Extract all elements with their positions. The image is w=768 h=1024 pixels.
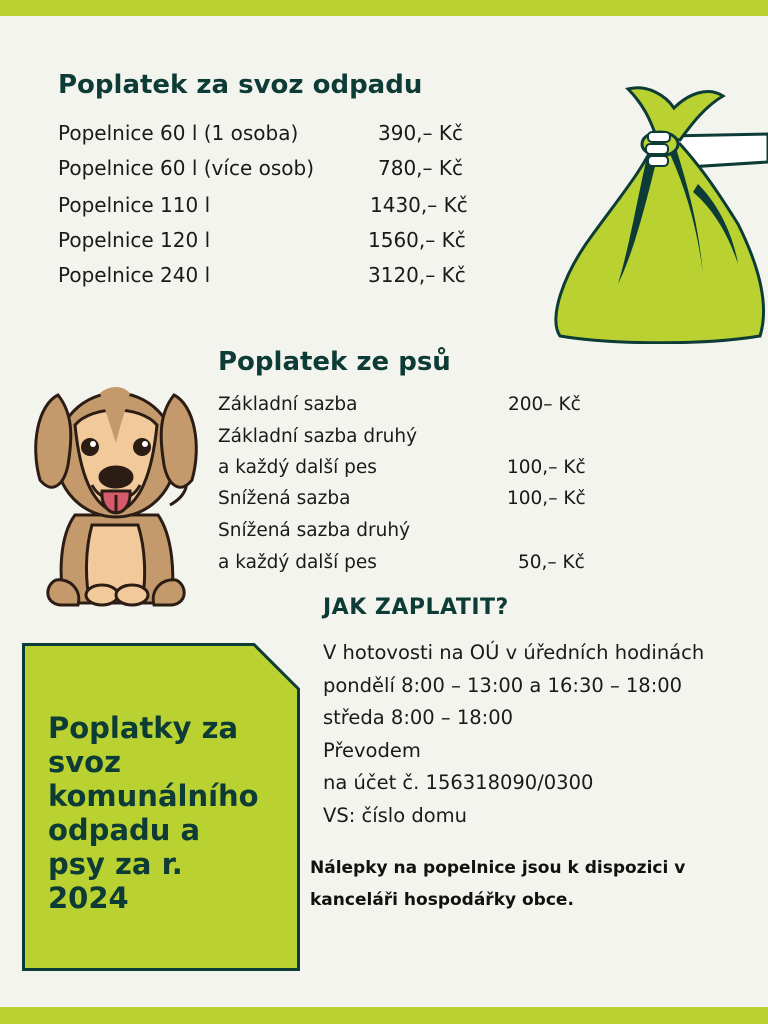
fee-amount: 390,– Kč: [378, 121, 463, 145]
summary-box-line: Poplatky za: [48, 711, 239, 745]
fee-label: Popelnice 240 l: [58, 263, 211, 287]
summary-box-line: 2024: [48, 881, 129, 915]
dog-fee-label: Základní sazba druhý: [218, 426, 418, 447]
summary-box-line: komunálního: [48, 779, 259, 813]
fee-amount: 1430,– Kč: [370, 193, 468, 217]
dog-fee-label: Snížená sazba druhý: [218, 520, 411, 541]
dog-fee-amount: 100,– Kč: [507, 488, 586, 509]
dog-fee-title: Poplatek ze psů: [218, 347, 451, 377]
dog-fee-label: Snížená sazba: [218, 488, 351, 509]
top-accent-band: [0, 0, 768, 16]
fee-amount: 1560,– Kč: [368, 228, 466, 252]
fee-label: Popelnice 60 l (1 osoba): [58, 121, 299, 145]
dog-fee-line: [218, 552, 585, 573]
payment-line: V hotovosti na OÚ v úředních hodinách: [323, 641, 705, 664]
fee-label: Popelnice 120 l: [58, 228, 211, 252]
dog-fee-amount: 100,– Kč: [507, 457, 586, 478]
dog-fee-label: a každý další pes: [218, 552, 377, 573]
sticker-note: Nálepky na popelnice jsou k dispozici v kanceláři hospodářky obce.: [310, 858, 686, 910]
payment-line: Převodem: [323, 739, 421, 762]
dog-fee-line: [218, 457, 586, 478]
summary-box: [22, 643, 300, 971]
payment-line: pondělí 8:00 – 13:00 a 16:30 – 18:00: [323, 674, 683, 697]
dog-fee-amount: 200– Kč: [508, 394, 581, 415]
dog-fee-line: [218, 426, 417, 447]
garbage-bag-icon: [548, 74, 768, 344]
dog-fee-label: Základní sazba: [218, 394, 358, 415]
summary-box-heading: [48, 711, 298, 915]
payment-line: na účet č. 156318090/0300: [323, 771, 594, 794]
fee-amount: 780,– Kč: [378, 156, 463, 180]
dog-icon: [30, 385, 202, 610]
payment-title: JAK ZAPLATIT?: [323, 595, 509, 620]
dog-fee-line: [218, 488, 586, 509]
fee-amount: 3120,– Kč: [368, 263, 466, 287]
waste-fee-title: Poplatek za svoz odpadu: [58, 70, 423, 100]
summary-box-line: odpadu a: [48, 813, 201, 847]
payment-line: středa 8:00 – 18:00: [323, 706, 514, 729]
bottom-accent-band: [0, 1007, 768, 1024]
dog-fee-line: [218, 520, 410, 541]
dog-fee-label: a každý další pes: [218, 457, 377, 478]
dog-fee-amount: 50,– Kč: [518, 552, 585, 573]
fee-label: Popelnice 60 l (více osob): [58, 156, 314, 180]
dog-fee-line: [218, 394, 581, 415]
summary-box-line: psy za r.: [48, 847, 183, 881]
summary-box-line: svoz: [48, 745, 121, 779]
payment-line: VS: číslo domu: [323, 804, 467, 827]
fee-label: Popelnice 110 l: [58, 193, 211, 217]
